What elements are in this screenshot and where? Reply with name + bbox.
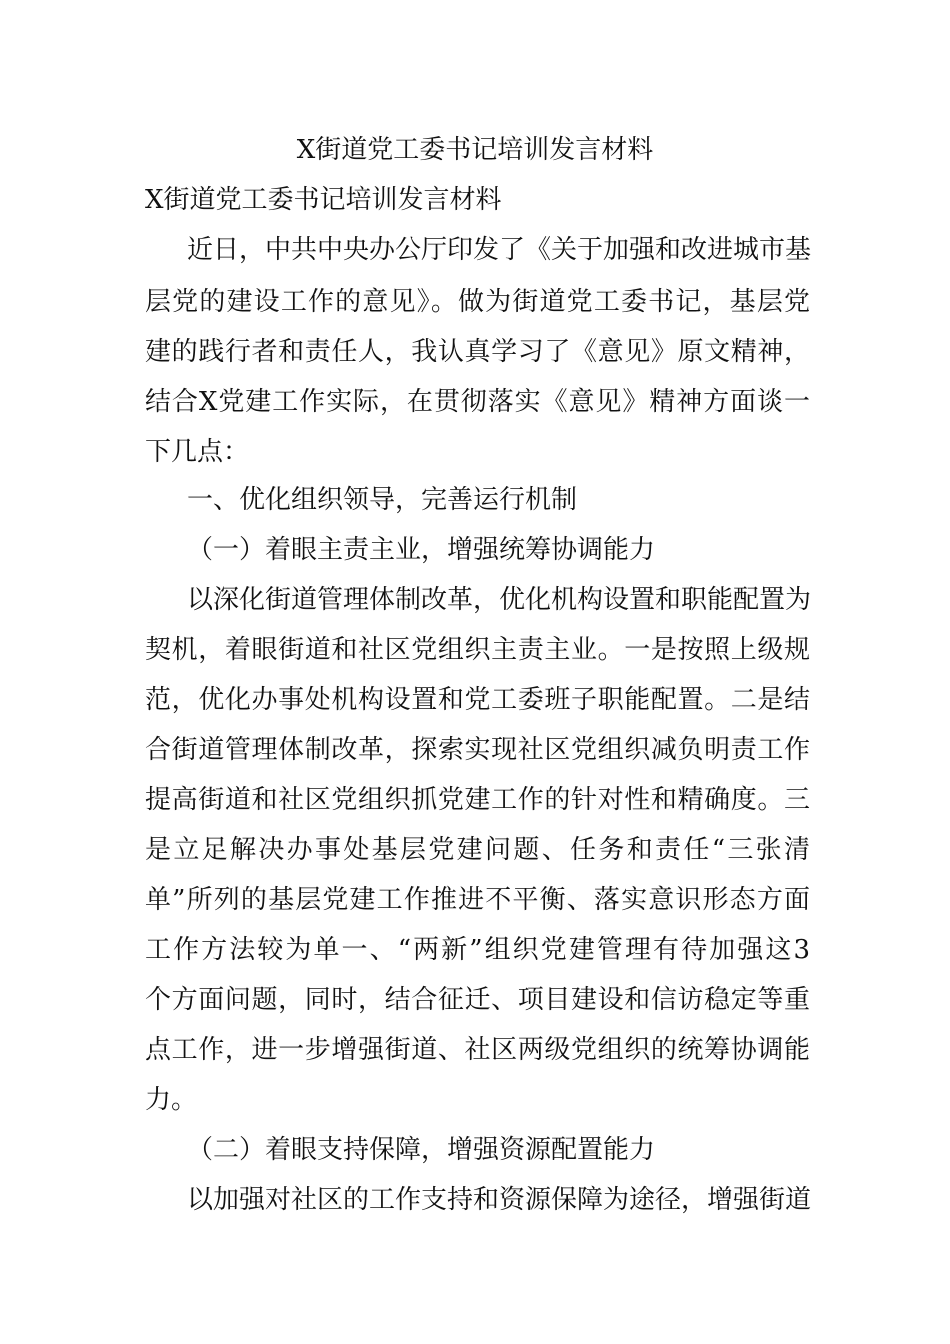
paragraph-line: 提高街道和社区党组织抓党建工作的针对性和精确度。三 <box>145 785 810 815</box>
paragraph-line: 近日，中共中央办公厅印发了《关于加强和改进城市基 <box>187 235 812 265</box>
paragraph-line: 是立足解决办事处基层党建问题、任务和责任“三张清 <box>145 835 810 865</box>
paragraph-line: 契机，着眼街道和社区党组织主责主业。一是按照上级规 <box>145 635 810 665</box>
subtitle-line: X街道党工委书记培训发言材料 <box>145 185 502 215</box>
subsection-heading: （一）着眼主责主业，增强统筹协调能力 <box>187 535 656 565</box>
paragraph-line: 合街道管理体制改革，探索实现社区党组织减负明责工作 <box>145 735 810 765</box>
paragraph-line: 以加强对社区的工作支持和资源保障为途径，增强街道 <box>187 1185 812 1215</box>
paragraph-line: 以深化街道管理体制改革，优化机构设置和职能配置为 <box>187 585 812 615</box>
paragraph-line: 下几点： <box>145 437 250 467</box>
paragraph-line: 力。 <box>145 1085 198 1115</box>
paragraph-line: 范，优化办事处机构设置和党工委班子职能配置。二是结 <box>145 685 810 715</box>
document-title: X街道党工委书记培训发言材料 <box>296 135 654 165</box>
paragraph-line: 工作方法较为单一、“两新”组织党建管理有待加强这3 <box>145 935 810 965</box>
paragraph-line: 个方面问题，同时，结合征迁、项目建设和信访稳定等重 <box>145 985 810 1015</box>
paragraph-line: 层党的建设工作的意见》。做为街道党工委书记，基层党 <box>145 287 810 317</box>
paragraph-line: 建的践行者和责任人，我认真学习了《意见》原文精神， <box>145 337 810 367</box>
section-heading: 一、优化组织领导，完善运行机制 <box>187 485 578 515</box>
paragraph-line: 结合X党建工作实际，在贯彻落实《意见》精神方面谈一 <box>145 387 810 417</box>
paragraph-line: 点工作，进一步增强街道、社区两级党组织的统筹协调能 <box>145 1035 810 1065</box>
paragraph-line: 单”所列的基层党建工作推进不平衡、落实意识形态方面 <box>145 885 810 915</box>
subsection-heading: （二）着眼支持保障，增强资源配置能力 <box>187 1135 656 1165</box>
